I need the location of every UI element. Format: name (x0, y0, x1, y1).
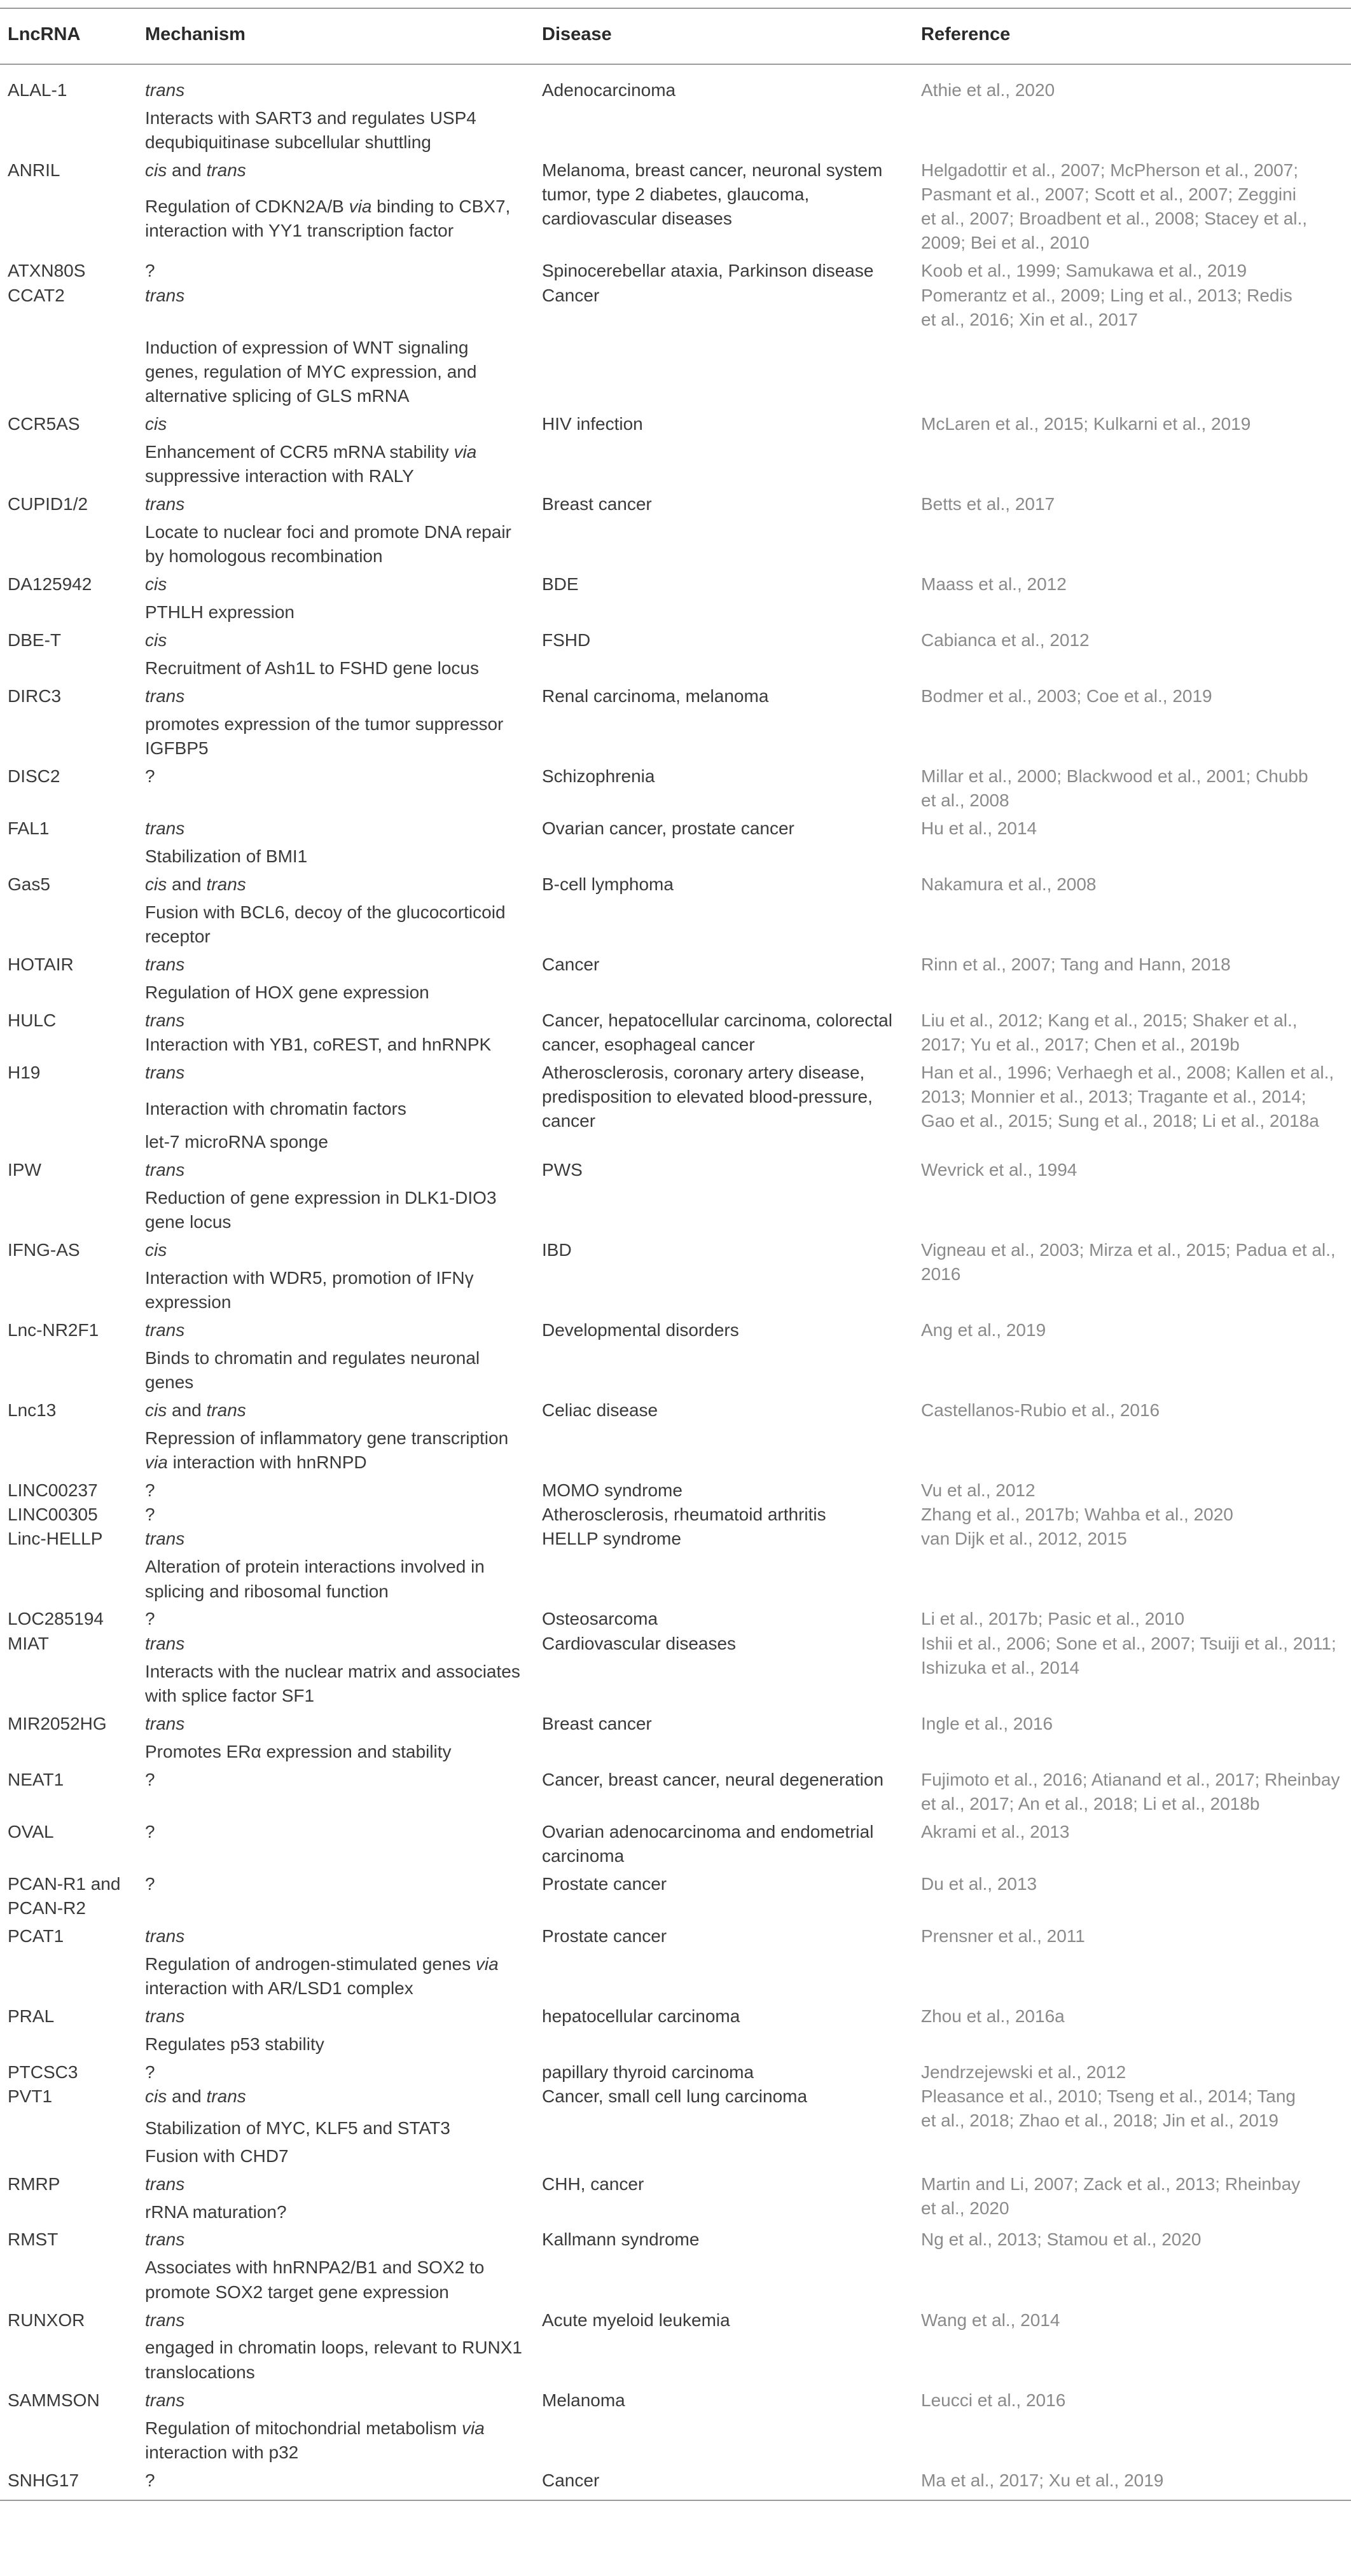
reference-cell: Rinn et al., 2007; Tang and Hann, 2018 (921, 954, 1231, 974)
reference-cell: Ishizuka et al., 2014 (921, 1658, 1080, 1677)
lncrna-cell: DA125942 (8, 574, 92, 594)
disease-cell: Cancer, small cell lung carcinoma (542, 2086, 808, 2106)
disease-cell: Cancer, hepatocellular carcinoma, colorectal (542, 1010, 892, 1030)
reference-cell: Ishii et al., 2006; Sone et al., 2007; Tsuiji et al., 2011; (921, 1634, 1336, 1653)
mechanism-cell: trans (145, 1634, 185, 1653)
mechanism-cell: trans (145, 286, 185, 305)
reference-cell: Pleasance et al., 2010; Tseng et al., 2014; Tang (921, 2086, 1296, 2106)
lncrna-cell: RUNXOR (8, 2310, 85, 2330)
disease-cell: carcinoma (542, 1846, 625, 1866)
mechanism-cell: Interaction with WDR5, promotion of IFNγ (145, 1268, 474, 1288)
lncrna-cell: Lnc13 (8, 1400, 57, 1420)
disease-cell: cancer (542, 1111, 596, 1131)
reference-cell: Castellanos-Rubio et al., 2016 (921, 1400, 1160, 1420)
reference-cell: Helgadottir et al., 2007; McPherson et al., 2007; (921, 160, 1299, 180)
mechanism-cell: Regulates p53 stability (145, 2034, 324, 2054)
mechanism-cell: expression (145, 1292, 232, 1312)
lncrna-cell: LINC00305 (8, 1505, 98, 1524)
lncrna-cell: RMST (8, 2229, 59, 2249)
disease-cell: Ovarian cancer, prostate cancer (542, 818, 794, 838)
mechanism-cell: Associates with hnRNPA2/B1 and SOX2 to (145, 2257, 485, 2277)
reference-cell: Du et al., 2013 (921, 1874, 1037, 1894)
mechanism-cell: Regulation of HOX gene expression (145, 982, 429, 1002)
mechanism-cell: trans (145, 1063, 185, 1082)
mechanism-cell: Regulation of androgen-stimulated genes via (145, 1954, 499, 1974)
disease-cell: Adenocarcinoma (542, 80, 676, 100)
mechanism-cell: Binds to chromatin and regulates neuronal (145, 1348, 480, 1368)
mechanism-cell: Enhancement of CCR5 mRNA stability via (145, 442, 477, 462)
mechanism-cell: promote SOX2 target gene expression (145, 2282, 449, 2302)
mechanism-cell: by homologous recombination (145, 546, 383, 566)
disease-cell: cardiovascular diseases (542, 209, 732, 228)
mechanism-cell: with splice factor SF1 (145, 1686, 315, 1705)
reference-cell: Li et al., 2017b; Pasic et al., 2010 (921, 1609, 1185, 1629)
reference-cell: Bodmer et al., 2003; Coe et al., 2019 (921, 686, 1212, 706)
reference-cell: Wang et al., 2014 (921, 2310, 1060, 2330)
reference-cell: Wevrick et al., 1994 (921, 1160, 1077, 1180)
disease-cell: Cardiovascular diseases (542, 1634, 737, 1653)
mechanism-cell: trans (145, 1010, 185, 1030)
mechanism-cell: cis and trans (145, 874, 246, 894)
mechanism-cell: Stabilization of MYC, KLF5 and STAT3 (145, 2118, 450, 2138)
disease-cell: Breast cancer (542, 494, 652, 514)
disease-cell: hepatocellular carcinoma (542, 2006, 740, 2026)
reference-cell: Prensner et al., 2011 (921, 1926, 1085, 1946)
reference-cell: Han et al., 1996; Verhaegh et al., 2008; Kallen et al., (921, 1063, 1334, 1082)
disease-cell: Prostate cancer (542, 1874, 667, 1894)
mechanism-cell: engaged in chromatin loops, relevant to RUNX1 (145, 2338, 523, 2357)
mechanism-cell: trans (145, 2174, 185, 2194)
lncrna-cell: RMRP (8, 2174, 60, 2194)
disease-cell: Renal carcinoma, melanoma (542, 686, 769, 706)
lncrna-cell: DISC2 (8, 766, 60, 786)
disease-cell: Melanoma (542, 2390, 625, 2410)
mechanism-cell: Locate to nuclear foci and promote DNA repair (145, 522, 511, 542)
lncrna-cell: DBE-T (8, 630, 61, 650)
mechanism-cell: trans (145, 80, 185, 100)
lncrna-cell: ATXN80S (8, 261, 86, 280)
lncrna-cell: PRAL (8, 2006, 55, 2026)
reference-cell: Millar et al., 2000; Blackwood et al., 2001; Chubb (921, 766, 1308, 786)
mechanism-cell: Repression of inflammatory gene transcription (145, 1428, 509, 1448)
mechanism-cell: dequbiquitinase subcellular shuttling (145, 132, 431, 152)
disease-cell: Developmental disorders (542, 1320, 739, 1340)
disease-cell: papillary thyroid carcinoma (542, 2062, 754, 2082)
mechanism-cell: IGFBP5 (145, 738, 209, 758)
mechanism-cell: trans (145, 2390, 185, 2410)
reference-cell: McLaren et al., 2015; Kulkarni et al., 2019 (921, 414, 1251, 434)
lncrna-cell: Lnc-NR2F1 (8, 1320, 99, 1340)
reference-cell: Pasmant et al., 2007; Scott et al., 2007; Zeggini (921, 184, 1296, 204)
disease-cell: Melanoma, breast cancer, neuronal system (542, 160, 883, 180)
reference-cell: Nakamura et al., 2008 (921, 874, 1097, 894)
header-reference: Reference (921, 24, 1011, 45)
disease-cell: MOMO syndrome (542, 1480, 682, 1500)
mechanism-cell: trans (145, 1714, 185, 1733)
reference-cell: et al., 2008 (921, 790, 1009, 810)
mechanism-cell: translocations (145, 2362, 255, 2382)
lncrna-cell: HOTAIR (8, 954, 74, 974)
reference-cell: Vu et al., 2012 (921, 1480, 1036, 1500)
mechanism-cell: Regulation of mitochondrial metabolism via (145, 2418, 485, 2438)
disease-cell: Acute myeloid leukemia (542, 2310, 730, 2330)
disease-cell: PWS (542, 1160, 583, 1180)
reference-cell: Ang et al., 2019 (921, 1320, 1046, 1340)
lncrna-cell: CUPID1/2 (8, 494, 88, 514)
mechanism-cell: Recruitment of Ash1L to FSHD gene locus (145, 658, 479, 678)
reference-cell: Fujimoto et al., 2016; Atianand et al., 2017; Rheinbay (921, 1770, 1340, 1789)
disease-cell: IBD (542, 1240, 572, 1260)
mechanism-cell: trans (145, 2310, 185, 2330)
reference-cell: Pomerantz et al., 2009; Ling et al., 2013; Redis (921, 286, 1292, 305)
header-mechanism: Mechanism (145, 24, 246, 45)
reference-cell: Martin and Li, 2007; Zack et al., 2013; Rheinbay (921, 2174, 1301, 2194)
reference-cell: Ng et al., 2013; Stamou et al., 2020 (921, 2229, 1202, 2249)
lncrna-cell: PCAN-R1 and (8, 1874, 121, 1894)
mechanism-cell: ? (145, 1770, 155, 1789)
lncrna-cell: FAL1 (8, 818, 50, 838)
reference-cell: Vigneau et al., 2003; Mirza et al., 2015; Padua et al., (921, 1240, 1336, 1260)
disease-cell: predisposition to elevated blood-pressure, (542, 1087, 873, 1106)
mechanism-cell: rRNA maturation? (145, 2202, 287, 2222)
mechanism-cell: Fusion with BCL6, decoy of the glucocorticoid (145, 902, 506, 922)
mechanism-cell: ? (145, 2062, 155, 2082)
lncrna-cell: HULC (8, 1010, 57, 1030)
mechanism-cell: trans (145, 1160, 185, 1180)
reference-cell: Maass et al., 2012 (921, 574, 1067, 594)
mechanism-cell: receptor (145, 926, 211, 946)
mechanism-cell: trans (145, 1320, 185, 1340)
reference-cell: et al., 2016; Xin et al., 2017 (921, 310, 1138, 329)
disease-cell: Cancer (542, 286, 600, 305)
reference-cell: 2017; Yu et al., 2017; Chen et al., 2019b (921, 1035, 1240, 1054)
lncrna-cell: LOC285194 (8, 1609, 104, 1629)
mechanism-cell: trans (145, 954, 185, 974)
reference-cell: Cabianca et al., 2012 (921, 630, 1090, 650)
disease-cell: Celiac disease (542, 1400, 658, 1420)
reference-cell: Hu et al., 2014 (921, 818, 1037, 838)
mechanism-cell: trans (145, 2229, 185, 2249)
reference-cell: Liu et al., 2012; Kang et al., 2015; Shaker et al., (921, 1010, 1298, 1030)
lncrna-cell: MIAT (8, 1634, 49, 1653)
mechanism-cell: trans (145, 686, 185, 706)
reference-cell: Koob et al., 1999; Samukawa et al., 2019 (921, 261, 1247, 280)
lncrna-cell: NEAT1 (8, 1770, 64, 1789)
lncrna-cell: CCAT2 (8, 286, 65, 305)
disease-cell: Cancer (542, 954, 600, 974)
disease-cell: cancer, esophageal cancer (542, 1035, 755, 1054)
disease-cell: BDE (542, 574, 579, 594)
reference-cell: Ma et al., 2017; Xu et al., 2019 (921, 2470, 1164, 2490)
mechanism-cell: cis and trans (145, 2086, 246, 2106)
disease-cell: Osteosarcoma (542, 1609, 658, 1629)
mechanism-cell: Alteration of protein interactions involved in (145, 1557, 485, 1576)
disease-cell: HIV infection (542, 414, 643, 434)
disease-cell: Breast cancer (542, 1714, 652, 1733)
disease-cell: Cancer, breast cancer, neural degeneration (542, 1770, 884, 1789)
mechanism-cell: genes (145, 1372, 194, 1392)
lncrna-cell: OVAL (8, 1822, 54, 1842)
mechanism-cell: ? (145, 1609, 155, 1629)
disease-cell: HELLP syndrome (542, 1529, 681, 1548)
mechanism-cell: interaction with AR/LSD1 complex (145, 1978, 413, 1998)
mechanism-cell: Interaction with chromatin factors (145, 1099, 406, 1119)
mechanism-cell: genes, regulation of MYC expression, and (145, 362, 477, 382)
lncrna-cell: IPW (8, 1160, 41, 1180)
lncrna-cell: PVT1 (8, 2086, 53, 2106)
disease-cell: Kallmann syndrome (542, 2229, 700, 2249)
reference-cell: et al., 2007; Broadbent et al., 2008; Stacey et al., (921, 209, 1308, 228)
disease-cell: tumor, type 2 diabetes, glaucoma, (542, 184, 810, 204)
lncrna-cell: CCR5AS (8, 414, 80, 434)
reference-cell: et al., 2020 (921, 2198, 1009, 2218)
lncrna-cell: ALAL-1 (8, 80, 67, 100)
lncrna-cell: PTCSC3 (8, 2062, 78, 2082)
reference-cell: 2009; Bei et al., 2010 (921, 233, 1090, 252)
disease-cell: Atherosclerosis, coronary artery disease, (542, 1063, 865, 1082)
table-top-rule (0, 8, 1351, 9)
reference-cell: van Dijk et al., 2012, 2015 (921, 1529, 1127, 1548)
mechanism-cell: suppressive interaction with RALY (145, 466, 414, 486)
mechanism-cell: trans (145, 818, 185, 838)
reference-cell: et al., 2018; Zhao et al., 2018; Jin et al., 2019 (921, 2111, 1278, 2130)
lncrna-cell: Gas5 (8, 874, 50, 894)
disease-cell: CHH, cancer (542, 2174, 644, 2194)
mechanism-cell: ? (145, 1480, 155, 1500)
disease-cell: FSHD (542, 630, 591, 650)
lncrna-cell: IFNG-AS (8, 1240, 80, 1260)
mechanism-cell: let-7 microRNA sponge (145, 1132, 328, 1152)
mechanism-cell: Promotes ERα expression and stability (145, 1742, 452, 1761)
mechanism-cell: cis and trans (145, 160, 246, 180)
disease-cell: B-cell lymphoma (542, 874, 674, 894)
lncrna-cell: ANRIL (8, 160, 60, 180)
mechanism-cell: trans (145, 2006, 185, 2026)
lncrna-cell: H19 (8, 1063, 41, 1082)
mechanism-cell: cis and trans (145, 1400, 246, 1420)
mechanism-cell: cis (145, 630, 167, 650)
mechanism-cell: Interaction with YB1, coREST, and hnRNPK (145, 1035, 492, 1054)
reference-cell: 2016 (921, 1264, 961, 1284)
mechanism-cell: promotes expression of the tumor suppressor (145, 714, 504, 734)
lncrna-cell: PCAN-R2 (8, 1898, 86, 1918)
reference-cell: Leucci et al., 2016 (921, 2390, 1066, 2410)
mechanism-cell: cis (145, 414, 167, 434)
header-rule (0, 64, 1351, 65)
mechanism-cell: Reduction of gene expression in DLK1-DIO3 (145, 1188, 497, 1208)
mechanism-cell: ? (145, 1505, 155, 1524)
table-bottom-rule (0, 2500, 1351, 2501)
header-disease: Disease (542, 24, 612, 45)
mechanism-cell: Fusion with CHD7 (145, 2146, 289, 2166)
mechanism-cell: splicing and ribosomal function (145, 1581, 389, 1601)
mechanism-cell: cis (145, 1240, 167, 1260)
lncrna-cell: SAMMSON (8, 2390, 100, 2410)
reference-cell: et al., 2017; An et al., 2018; Li et al., 2018b (921, 1794, 1260, 1814)
mechanism-cell: trans (145, 494, 185, 514)
lncrna-cell: DIRC3 (8, 686, 62, 706)
mechanism-cell: Interacts with SART3 and regulates USP4 (145, 108, 476, 128)
reference-cell: Gao et al., 2015; Sung et al., 2018; Li et al., 2018a (921, 1111, 1319, 1131)
disease-cell: Cancer (542, 2470, 600, 2490)
disease-cell: Prostate cancer (542, 1926, 667, 1946)
mechanism-cell: ? (145, 1874, 155, 1894)
mechanism-cell: alternative splicing of GLS mRNA (145, 386, 410, 406)
mechanism-cell: gene locus (145, 1212, 232, 1232)
mechanism-cell: trans (145, 1926, 185, 1946)
mechanism-cell: ? (145, 261, 155, 280)
mechanism-cell: ? (145, 2470, 155, 2490)
mechanism-cell: interaction with p32 (145, 2442, 299, 2462)
mechanism-cell: Regulation of CDKN2A/B via binding to CBX7, (145, 196, 511, 216)
reference-cell: Athie et al., 2020 (921, 80, 1055, 100)
lncrna-cell: MIR2052HG (8, 1714, 107, 1733)
reference-cell: Akrami et al., 2013 (921, 1822, 1070, 1842)
disease-cell: Spinocerebellar ataxia, Parkinson disease (542, 261, 874, 280)
mechanism-cell: ? (145, 766, 155, 786)
disease-cell: Schizophrenia (542, 766, 655, 786)
mechanism-cell: Interacts with the nuclear matrix and associates (145, 1662, 520, 1681)
disease-cell: Ovarian adenocarcinoma and endometrial (542, 1822, 874, 1842)
reference-cell: Zhang et al., 2017b; Wahba et al., 2020 (921, 1505, 1233, 1524)
lncrna-cell: SNHG17 (8, 2470, 80, 2490)
disease-cell: Atherosclerosis, rheumatoid arthritis (542, 1505, 826, 1524)
mechanism-cell: via interaction with hnRNPD (145, 1452, 367, 1472)
reference-cell: Ingle et al., 2016 (921, 1714, 1053, 1733)
mechanism-cell: Stabilization of BMI1 (145, 846, 308, 866)
reference-cell: Betts et al., 2017 (921, 494, 1055, 514)
reference-cell: 2013; Monnier et al., 2013; Tragante et al., 2014; (921, 1087, 1306, 1106)
lncrna-cell: Linc-HELLP (8, 1529, 103, 1548)
mechanism-cell: ? (145, 1822, 155, 1842)
mechanism-cell: interaction with YY1 transcription factor (145, 221, 454, 240)
reference-cell: Jendrzejewski et al., 2012 (921, 2062, 1126, 2082)
reference-cell: Zhou et al., 2016a (921, 2006, 1065, 2026)
lncrna-cell: PCAT1 (8, 1926, 64, 1946)
header-lncrna: LncRNA (8, 24, 81, 45)
mechanism-cell: PTHLH expression (145, 602, 294, 622)
mechanism-cell: Induction of expression of WNT signaling (145, 338, 469, 357)
mechanism-cell: trans (145, 1529, 185, 1548)
mechanism-cell: cis (145, 574, 167, 594)
lncrna-cell: LINC00237 (8, 1480, 98, 1500)
